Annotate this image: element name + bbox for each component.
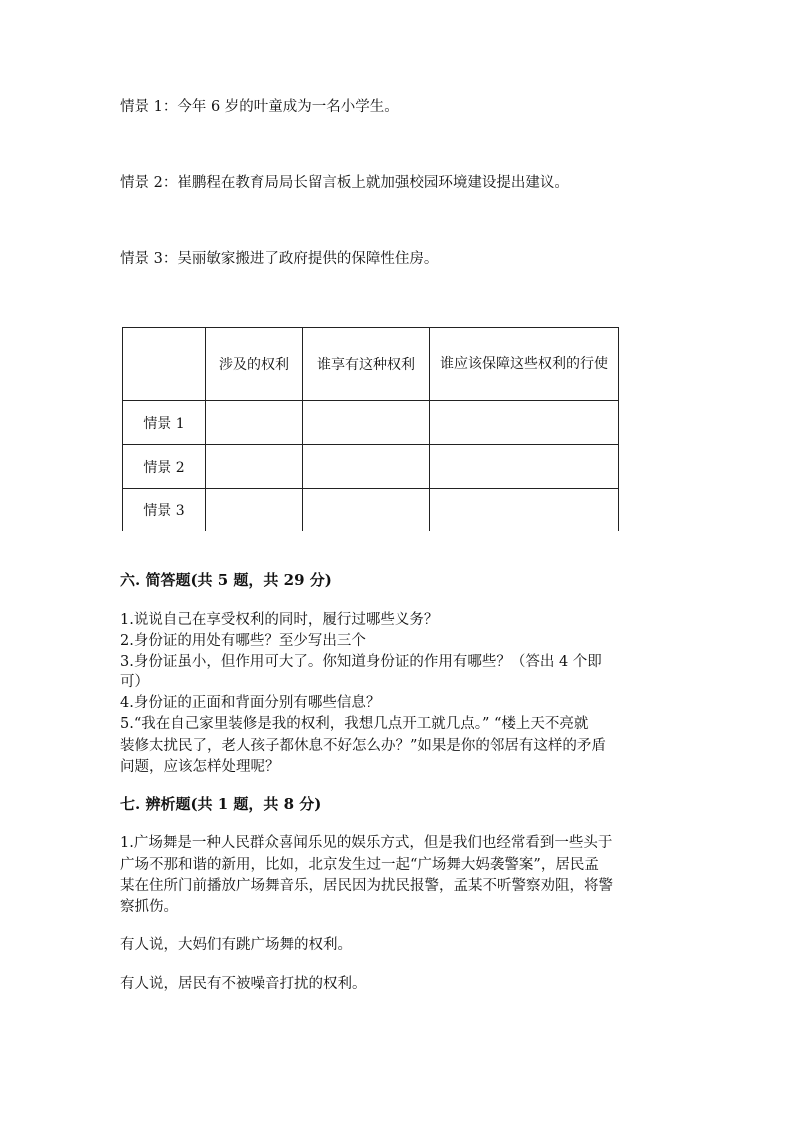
question-line: 4.身份证的正面和背面分别有哪些信息？ bbox=[120, 695, 381, 711]
paragraph-line: 某在住所门前播放广场舞音乐，居民因为扰民报警，孟某不听警察劝阻，将警 bbox=[120, 878, 613, 894]
table-cell bbox=[303, 445, 430, 489]
scenario-label: 情景 1： bbox=[120, 99, 178, 115]
question-line: 问题，应该怎样处理呢？ bbox=[120, 759, 280, 775]
question-line: 1.说说自己在享受权利的同时，履行过哪些义务？ bbox=[120, 612, 439, 628]
scenario-3 bbox=[120, 249, 438, 269]
scenario-text: 吴丽敏家搬进了政府提供的保障性住房。 bbox=[177, 251, 439, 267]
question-line: 可） bbox=[120, 674, 149, 690]
scenario-text: 今年 6 岁的叶童成为一名小学生。 bbox=[177, 99, 399, 115]
table-cell bbox=[303, 401, 430, 445]
question-line: 5.“我在自己家里装修是我的权利，我想几点开工就几点。” “楼上天不亮就 bbox=[120, 716, 589, 732]
table-header-cell: 涉及的权利 bbox=[206, 328, 303, 401]
table-cell bbox=[430, 489, 619, 532]
table-row bbox=[123, 401, 619, 445]
scenario-label: 情景 3： bbox=[120, 251, 178, 267]
paragraph-line: 广场不那和谐的新用，比如，北京发生过一起“广场舞大妈袭警案”，居民孟 bbox=[120, 857, 599, 873]
paragraph-line: 1.广场舞是一种人民群众喜闻乐见的娱乐方式，但是我们也经常看到一些头于 bbox=[120, 835, 613, 851]
table-row-label: 情景 2 bbox=[123, 445, 206, 489]
table-cell bbox=[430, 401, 619, 445]
statement-line: 有人说，大妈们有跳广场舞的权利。 bbox=[120, 937, 352, 953]
scenario-1 bbox=[120, 97, 399, 117]
table-header-cell bbox=[123, 328, 206, 401]
table-row-label: 情景 1 bbox=[123, 401, 206, 445]
section-6-title: 六. 简答题(共 5 题，共 29 分) bbox=[120, 571, 332, 589]
scenario-2 bbox=[120, 173, 569, 193]
scenario-label: 情景 2： bbox=[120, 175, 178, 191]
table-row bbox=[123, 489, 619, 532]
table-cell bbox=[303, 489, 430, 532]
table-cell bbox=[430, 445, 619, 489]
table-cell bbox=[206, 489, 303, 532]
table-header-cell: 谁应该保障这些权利的行使 bbox=[430, 328, 619, 401]
section-7-title: 七. 辨析题(共 1 题，共 8 分) bbox=[120, 795, 322, 813]
table-row bbox=[123, 445, 619, 489]
table-header-cell: 谁享有这种权利 bbox=[303, 328, 430, 401]
table-cell bbox=[206, 445, 303, 489]
table-cell bbox=[206, 401, 303, 445]
table-row-label: 情景 3 bbox=[123, 489, 206, 532]
table-header-row bbox=[123, 328, 619, 401]
question-line: 3.身份证虽小，但作用可大了。你知道身份证的作用有哪些？（答出 4 个即 bbox=[120, 654, 602, 670]
scenario-text: 崔鹏程在教育局局长留言板上就加强校园环境建设提出建议。 bbox=[177, 175, 569, 191]
statement-line: 有人说，居民有不被噪音打扰的权利。 bbox=[120, 976, 367, 992]
rights-table bbox=[122, 327, 619, 531]
question-line: 2.身份证的用处有哪些？至少写出三个 bbox=[120, 633, 366, 649]
question-line: 装修太扰民了，老人孩子都休息不好怎么办？”如果是你的邻居有这样的矛盾 bbox=[120, 738, 606, 754]
paragraph-line: 察抓伤。 bbox=[120, 899, 178, 915]
